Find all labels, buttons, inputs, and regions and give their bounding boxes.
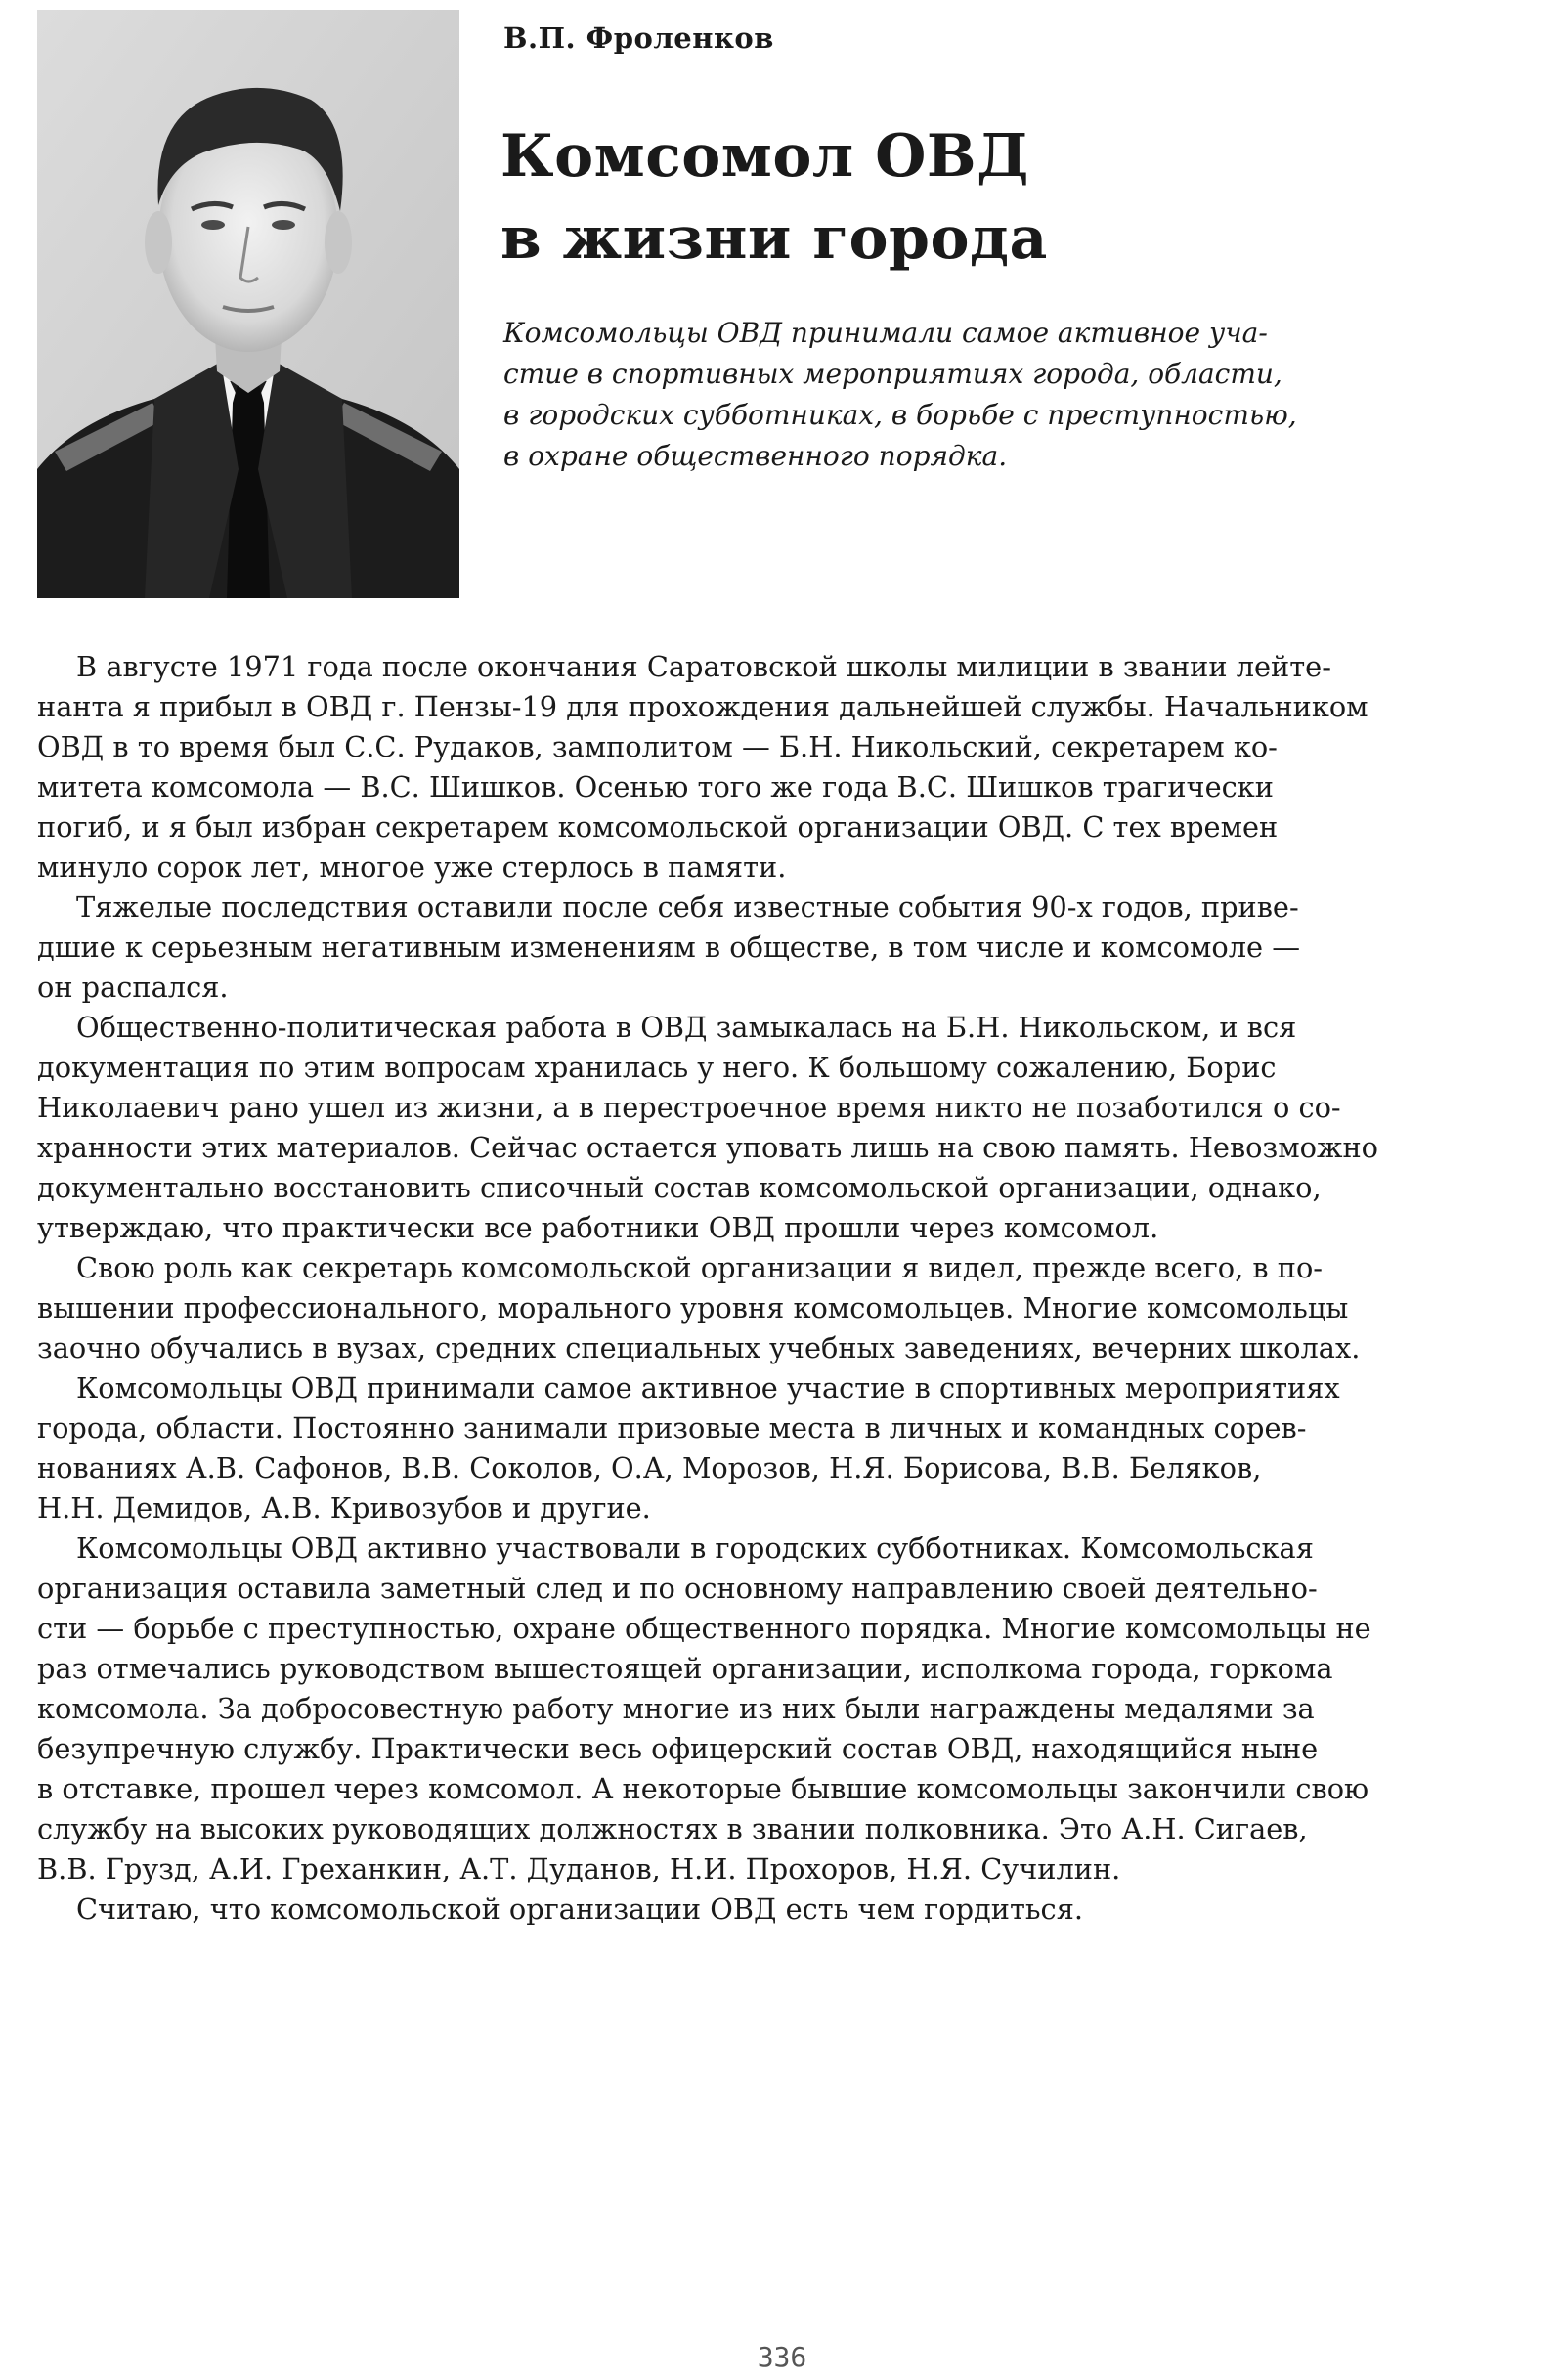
text-line: вышении профессионального, морального уровня комсомольцев. Многие комсомольцы	[37, 1291, 1349, 1324]
text-line: заочно обучались в вузах, средних специальных учебных заведениях, вечерних школах.	[37, 1331, 1361, 1364]
paragraph	[37, 1248, 1542, 1368]
author-portrait-photo	[37, 10, 459, 598]
page-number: 336	[757, 2341, 807, 2373]
lead-line: стие в спортивных мероприятиях города, области,	[503, 358, 1282, 390]
text-line: Николаевич рано ушел из жизни, а в перестроечное время никто не позаботился о со-	[37, 1091, 1341, 1124]
text-line: Свою роль как секретарь комсомольской организации я видел, прежде всего, в по-	[76, 1251, 1324, 1284]
text-line: службу на высоких руководящих должностях в звании полковника. Это А.Н. Сигаев,	[37, 1812, 1308, 1845]
text-line: ОВД в то время был С.С. Рудаков, замполитом — Б.Н. Никольский, секретарем ко-	[37, 730, 1278, 763]
article-lead	[503, 313, 1491, 477]
lead-line: в охране общественного порядка.	[503, 440, 1008, 472]
title-line: в жизни города	[500, 204, 1048, 273]
text-line: В августе 1971 года после окончания Саратовской школы милиции в звании лейте-	[76, 650, 1331, 683]
lead-line: Комсомольцы ОВД принимали самое активное уча-	[503, 317, 1268, 349]
paragraph	[37, 1889, 1542, 1929]
text-line: документально восстановить списочный состав комсомольской организации, однако,	[37, 1171, 1322, 1204]
text-line: утверждаю, что практически все работники ОВД прошли через комсомол.	[37, 1211, 1159, 1244]
paragraph	[37, 647, 1542, 887]
text-line: организация оставила заметный след и по основному направлению своей деятельно-	[37, 1572, 1318, 1605]
text-line: Комсомольцы ОВД принимали самое активное участие в спортивных мероприятиях	[76, 1371, 1340, 1405]
text-line: нованиях А.В. Сафонов, В.В. Соколов, О.А, Морозов, Н.Я. Борисова, В.В. Беляков,	[37, 1451, 1262, 1485]
text-line: В.В. Грузд, А.И. Греханкин, А.Т. Дуданов, Н.И. Прохоров, Н.Я. Сучилин.	[37, 1852, 1121, 1885]
text-line: митета комсомола — В.С. Шишков. Осенью того же года В.С. Шишков трагически	[37, 770, 1274, 803]
text-line: комсомола. За добросовестную работу многие из них были награждены медалями за	[37, 1692, 1315, 1725]
text-line: раз отмечались руководством вышестоящей организации, исполкома города, горкома	[37, 1652, 1333, 1685]
lead-line: в городских субботниках, в борьбе с преступностью,	[503, 399, 1297, 431]
paragraph	[37, 1008, 1542, 1248]
title-line: Комсомол ОВД	[500, 122, 1029, 191]
paragraph	[37, 1529, 1542, 1889]
text-line: безупречную службу. Практически весь офицерский состав ОВД, находящийся ныне	[37, 1732, 1319, 1765]
article-body	[37, 647, 1542, 1929]
text-line: хранности этих материалов. Сейчас остается уповать лишь на свою память. Невозможно	[37, 1131, 1378, 1164]
text-line: погиб, и я был избран секретарем комсомольской организации ОВД. С тех времен	[37, 810, 1279, 844]
text-line: Тяжелые последствия оставили после себя известные события 90-х годов, приве-	[76, 890, 1299, 924]
article-title	[500, 115, 1048, 280]
paragraph	[37, 887, 1542, 1008]
text-line: города, области. Постоянно занимали призовые места в личных и командных сорев-	[37, 1411, 1307, 1445]
text-line: в отставке, прошел через комсомол. А некоторые бывшие комсомольцы закончили свою	[37, 1772, 1369, 1805]
author-name: В.П. Фроленков	[503, 22, 774, 55]
text-line: Н.Н. Демидов, А.В. Кривозубов и другие.	[37, 1492, 651, 1525]
text-line: дшие к серьезным негативным изменениям в обществе, в том числе и комсомоле —	[37, 930, 1300, 964]
text-line: сти — борьбе с преступностью, охране общественного порядка. Многие комсомольцы не	[37, 1612, 1371, 1645]
text-line: он распался.	[37, 971, 229, 1004]
text-line: Считаю, что комсомольской организации ОВД есть чем гордиться.	[76, 1892, 1084, 1926]
portrait-photo-icon	[37, 10, 459, 598]
text-line: нанта я прибыл в ОВД г. Пензы-19 для прохождения дальнейшей службы. Начальником	[37, 690, 1368, 723]
text-line: Комсомольцы ОВД активно участвовали в городских субботниках. Комсомольская	[76, 1532, 1314, 1565]
text-line: минуло сорок лет, многое уже стерлось в памяти.	[37, 850, 787, 884]
paragraph	[37, 1368, 1542, 1529]
text-line: документация по этим вопросам хранилась у него. К большому сожалению, Борис	[37, 1051, 1277, 1084]
text-line: Общественно-политическая работа в ОВД замыкалась на Б.Н. Никольском, и вся	[76, 1011, 1297, 1044]
